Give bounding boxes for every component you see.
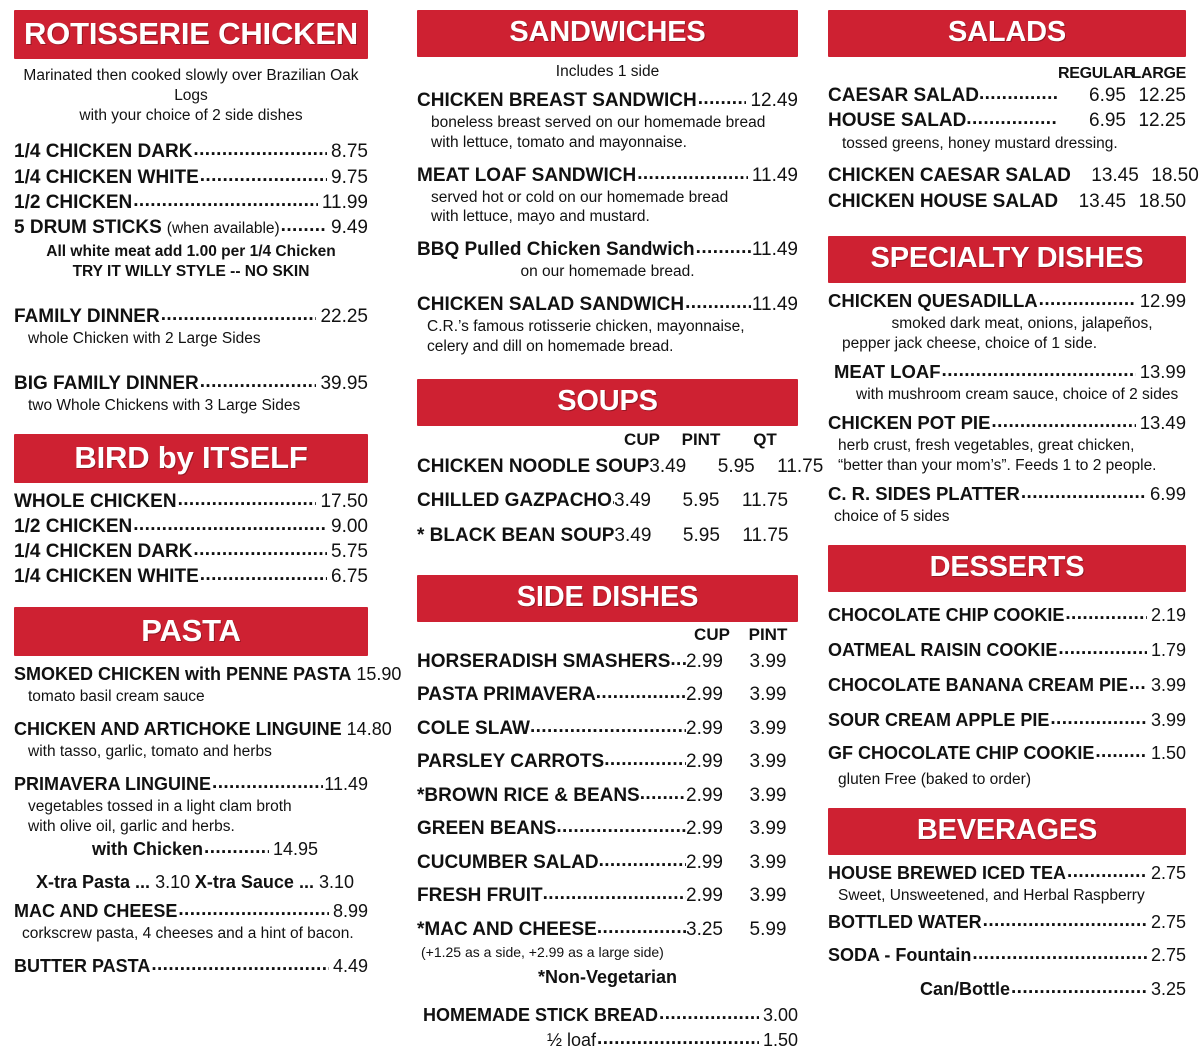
- section-header-salads: SALADS: [828, 10, 1186, 57]
- dot-leader: [685, 290, 751, 315]
- price-qt: 11.75: [742, 524, 789, 546]
- menu-item-row: [828, 973, 1186, 1006]
- dot-leader: [604, 743, 686, 776]
- menu-item-row: [14, 564, 368, 589]
- item-name: CHILLED GAZPACHO: [417, 490, 612, 512]
- item-price: 12.99: [1139, 290, 1186, 312]
- side-dishes-price-headers: [417, 626, 798, 645]
- section-bird-by-itself: [14, 434, 368, 589]
- item-description: with mushroom cream sauce, choice of 2 sides: [856, 386, 1179, 404]
- dot-leader: [161, 302, 317, 327]
- item-description: with lettuce, tomato and mayonnaise.: [431, 133, 687, 151]
- menu-item-row: [828, 633, 1186, 668]
- item-name: *MAC AND CHEESE: [417, 918, 597, 940]
- section-rotisserie-chicken: [14, 10, 368, 416]
- menu-item-row: [14, 304, 368, 329]
- dot-leader: [193, 137, 327, 162]
- price-cup: 2.99: [686, 751, 723, 773]
- menu-item-row: [14, 489, 368, 514]
- item-price: 11.49: [751, 239, 798, 261]
- item-name: ½ loaf: [547, 1030, 597, 1051]
- item-description: herb crust, fresh vegetables, great chicken,: [838, 436, 1135, 454]
- item-description: on our homemade bread.: [520, 263, 695, 281]
- column-header-pint: PINT: [681, 429, 721, 449]
- item-price: 14.95: [272, 838, 318, 859]
- menu-item-row: [828, 482, 1186, 507]
- menu-item-row: [14, 165, 368, 190]
- price-regular: 6.95: [1089, 84, 1126, 106]
- menu-column-left: [0, 0, 410, 976]
- item-description: with lettuce, mayo and mustard.: [431, 208, 650, 226]
- menu-item-row: [828, 906, 1186, 939]
- price-pint: 3.99: [749, 851, 787, 873]
- item-name: CHICKEN POT PIE: [828, 411, 991, 433]
- item-price: 2.75: [1150, 863, 1186, 884]
- menu-item-row: [14, 954, 368, 979]
- menu-item-row: [417, 88, 798, 113]
- table-row: [417, 645, 798, 678]
- item-name: CHOCOLATE CHIP COOKIE: [828, 604, 1065, 625]
- dot-leader: [212, 770, 323, 795]
- dot-leader: [640, 777, 686, 810]
- table-row: [828, 83, 1186, 108]
- item-price: 14.80: [346, 719, 392, 740]
- item-price: 3.25: [1150, 978, 1186, 999]
- menu-item-row: [828, 668, 1186, 703]
- item-description: “better than your mom’s”. Feeds 1 to 2 people.: [838, 456, 1157, 474]
- item-price: 15.90: [356, 664, 402, 685]
- item-name: 5 DRUM STICKS: [14, 216, 162, 238]
- section-header-bird-by-itself: BIRD by ITSELF: [14, 434, 368, 483]
- dot-leader: [597, 911, 686, 944]
- dot-leader: [178, 897, 329, 922]
- item-description: with olive oil, garlic and herbs.: [28, 817, 235, 835]
- price-pint: 3.99: [749, 651, 787, 673]
- price-cup: 2.99: [686, 851, 723, 873]
- price-pint: 5.95: [717, 455, 755, 477]
- item-name: SODA - Fountain: [828, 945, 972, 966]
- section-salads: [828, 10, 1199, 214]
- menu-item-row: [417, 237, 798, 262]
- rotisserie-intro: [14, 66, 368, 125]
- dot-leader: [1011, 971, 1147, 1004]
- white-meat-note: All white meat add 1.00 per 1/4 Chicken: [46, 242, 336, 260]
- item-price: 8.75: [331, 141, 368, 163]
- item-name: CUCUMBER SALAD: [417, 851, 599, 873]
- section-header-soups: SOUPS: [417, 379, 798, 426]
- price-large: 18.50: [1151, 165, 1199, 187]
- dot-leader: [1039, 287, 1136, 312]
- section-header-pasta: PASTA: [14, 607, 368, 656]
- price-pint: 3.99: [749, 717, 787, 739]
- price-cup: 3.25: [686, 918, 723, 940]
- extra-sauce: X-tra Sauce ... 3.10: [194, 871, 354, 892]
- menu-item-row: [14, 139, 368, 164]
- item-name: CHICKEN QUESADILLA: [828, 290, 1038, 312]
- menu-item-row: [828, 861, 1186, 886]
- price-large: 18.50: [1138, 190, 1187, 212]
- section-header-side-dishes: SIDE DISHES: [417, 575, 798, 622]
- section-header-desserts: DESSERTS: [828, 545, 1186, 592]
- pasta-with-chicken-row: [14, 837, 368, 862]
- section-soups: [417, 379, 824, 553]
- item-description: vegetables tossed in a light clam broth: [28, 798, 292, 816]
- section-side-dishes: [417, 575, 798, 1053]
- price-cup: 3.49: [614, 490, 651, 512]
- dot-leader: [193, 537, 327, 562]
- menu-column-right: [815, 0, 1200, 999]
- price-cup: 2.99: [686, 684, 723, 706]
- table-row: [417, 812, 798, 845]
- column-header-large: LARGE: [1131, 65, 1186, 82]
- price-cup: 2.99: [686, 818, 723, 840]
- table-row: [417, 745, 798, 778]
- item-description: smoked dark meat, onions, jalapeños,: [891, 315, 1153, 333]
- dot-leader: [1065, 596, 1147, 631]
- item-name: 1/4 CHICKEN DARK: [14, 141, 193, 163]
- price-cup: 2.99: [686, 651, 723, 673]
- column-header-regular: REGULAR: [1058, 65, 1136, 82]
- dot-leader: [151, 952, 329, 977]
- price-large: 12.25: [1138, 110, 1186, 132]
- pasta-extras-row: [14, 872, 368, 893]
- item-price: 11.49: [324, 774, 368, 795]
- soups-price-headers: [417, 431, 798, 450]
- item-name: C. R. SIDES PLATTER: [828, 482, 1020, 504]
- menu-item-row: [14, 539, 368, 564]
- item-price: 17.50: [320, 490, 368, 512]
- rotisserie-intro-line1: Marinated then cooked slowly over Brazilian Oak Logs: [23, 67, 359, 104]
- price-qt: 11.75: [741, 490, 789, 512]
- price-pint: 3.99: [749, 818, 787, 840]
- item-name: GREEN BEANS: [417, 818, 557, 840]
- dot-leader: [133, 512, 327, 537]
- item-description: gluten Free (baked to order): [838, 771, 1031, 789]
- table-row: [828, 189, 1186, 214]
- item-name: BIG FAMILY DINNER: [14, 372, 199, 394]
- price-large: 12.25: [1138, 84, 1186, 106]
- dot-leader: [204, 835, 269, 860]
- item-price: 3.99: [1150, 674, 1186, 695]
- item-name: 1/4 CHICKEN WHITE: [14, 566, 199, 588]
- price-cup: 3.49: [614, 524, 652, 546]
- section-header-sandwiches: SANDWICHES: [417, 10, 798, 57]
- dot-leader: [966, 106, 1058, 131]
- price-pint: 3.99: [749, 684, 787, 706]
- sandwiches-intro: Includes 1 side: [555, 63, 660, 80]
- menu-item-row: [14, 772, 368, 797]
- column-header-qt: QT: [753, 429, 777, 449]
- item-price: 2.19: [1150, 604, 1186, 625]
- item-price: 6.99: [1149, 482, 1186, 504]
- item-price: 2.75: [1150, 912, 1186, 933]
- item-name: CHICKEN SALAD SANDWICH: [417, 294, 685, 316]
- table-row: [417, 913, 798, 946]
- table-row: [417, 779, 798, 812]
- dot-leader: [991, 409, 1135, 434]
- dot-leader: [178, 487, 317, 512]
- item-price: 12.49: [750, 89, 798, 111]
- dot-leader: [599, 844, 686, 877]
- section-header-specialty-dishes: SPECIALTY DISHES: [828, 236, 1186, 283]
- price-cup: 2.99: [686, 885, 723, 907]
- item-name: SMOKED CHICKEN with PENNE PASTA: [14, 664, 352, 685]
- item-price: 13.49: [1139, 411, 1186, 433]
- item-price: 9.49: [331, 216, 368, 238]
- menu-column-middle: [410, 0, 824, 1051]
- menu-item-row: [14, 514, 368, 539]
- dot-leader: [698, 86, 747, 111]
- item-description: served hot or cold on our homemade bread: [431, 188, 729, 206]
- dot-leader: [979, 81, 1058, 106]
- item-name: 1/4 CHICKEN WHITE: [14, 166, 199, 188]
- item-price: 4.49: [332, 955, 368, 976]
- item-name: BUTTER PASTA: [14, 955, 151, 976]
- item-name: BOTTLED WATER: [828, 912, 982, 933]
- dot-leader: [670, 643, 686, 676]
- item-price: 39.95: [320, 372, 368, 394]
- menu-item-row: [828, 411, 1186, 436]
- item-name: 1/2 CHICKEN: [14, 191, 133, 213]
- menu-item-row: [417, 1003, 798, 1028]
- item-name: CHICKEN CAESAR SALAD: [828, 165, 1071, 187]
- mac-and-cheese-note: (+1.25 as a side, +2.99 as a large side): [421, 943, 664, 960]
- table-row: [417, 712, 798, 745]
- item-name: HOUSE BREWED ICED TEA: [828, 863, 1067, 884]
- price-pint: 5.99: [749, 918, 787, 940]
- salads-price-table: [828, 65, 1199, 214]
- table-row: [417, 846, 798, 879]
- item-name: GF CHOCOLATE CHIP COOKIE: [828, 743, 1095, 764]
- item-name: FAMILY DINNER: [14, 306, 160, 328]
- price-cup: 2.99: [686, 784, 723, 806]
- item-name: PRIMAVERA LINGUINE: [14, 774, 212, 795]
- item-description: Sweet, Unsweetened, and Herbal Raspberry: [838, 887, 1145, 905]
- item-price: 5.75: [331, 541, 368, 563]
- dot-leader: [200, 163, 327, 188]
- item-price: 6.75: [331, 566, 368, 588]
- dot-leader: [983, 904, 1147, 937]
- item-price: 11.49: [751, 294, 798, 316]
- menu-item-row: [14, 717, 392, 742]
- item-price: 9.00: [331, 515, 368, 537]
- price-cup: 2.99: [686, 717, 723, 739]
- price-pint: 3.99: [749, 784, 787, 806]
- extra-pasta: X-tra Pasta ... 3.10: [36, 871, 191, 892]
- dot-leader: [1021, 480, 1146, 505]
- dot-leader: [612, 482, 614, 517]
- item-availability-note: (when available): [166, 219, 280, 237]
- table-row: [417, 519, 798, 554]
- item-name: CAESAR SALAD: [828, 84, 979, 106]
- price-pint: 3.99: [749, 751, 787, 773]
- item-name: OATMEAL RAISIN COOKIE: [828, 639, 1058, 660]
- menu-item-row: [828, 939, 1186, 972]
- section-sandwiches: [417, 10, 798, 357]
- item-price: 3.00: [762, 1005, 798, 1026]
- item-price: 11.99: [321, 191, 368, 213]
- item-name: HOUSE SALAD: [828, 110, 967, 132]
- item-name: 1/4 CHICKEN DARK: [14, 541, 193, 563]
- menu-item-row: [828, 289, 1186, 314]
- item-description: two Whole Chickens with 3 Large Sides: [28, 397, 301, 415]
- menu-item-row: [14, 899, 368, 924]
- item-name: FRESH FRUIT: [417, 885, 543, 907]
- dot-leader: [200, 562, 327, 587]
- column-header-pint: PINT: [748, 625, 788, 645]
- item-price: 13.99: [1139, 360, 1186, 382]
- menu-item-row: [417, 163, 798, 188]
- menu-item-row: [828, 738, 1186, 770]
- table-row: [828, 108, 1186, 133]
- item-name: MEAT LOAF: [834, 360, 941, 382]
- item-name: CHICKEN AND ARTICHOKE LINGUINE: [14, 719, 342, 740]
- item-name: *BROWN RICE & BEANS: [417, 784, 640, 806]
- menu-item-row: [417, 292, 798, 317]
- dot-leader: [942, 358, 1136, 383]
- item-name: COLE SLAW: [417, 717, 530, 739]
- menu-item-row: [14, 662, 402, 687]
- item-description: whole Chicken with 2 Large Sides: [28, 330, 261, 348]
- item-name: HOMEMADE STICK BREAD: [423, 1005, 659, 1026]
- price-cup: 3.49: [649, 455, 687, 477]
- item-description: celery and dill on homemade bread.: [427, 338, 674, 356]
- price-regular: 13.45: [1091, 165, 1139, 187]
- dot-leader: [1050, 701, 1147, 736]
- menu-item-row: [14, 190, 368, 215]
- menu-item-row: [14, 371, 368, 396]
- item-name: CHICKEN BREAST SANDWICH: [417, 89, 697, 111]
- item-name: PASTA PRIMAVERA: [417, 684, 596, 706]
- item-price: 1.79: [1150, 639, 1186, 660]
- menu-item-row: [14, 215, 368, 240]
- item-description: choice of 5 sides: [834, 507, 950, 525]
- item-name: with Chicken: [92, 838, 204, 859]
- item-price: 3.99: [1150, 709, 1186, 730]
- dot-leader: [133, 188, 318, 213]
- dot-leader: [543, 877, 686, 910]
- item-description: tossed greens, honey mustard dressing.: [842, 134, 1118, 152]
- price-regular: 6.95: [1089, 110, 1126, 132]
- item-name: * BLACK BEAN SOUP: [417, 524, 615, 546]
- dot-leader: [1095, 736, 1147, 768]
- dot-leader: [556, 810, 686, 843]
- item-name: CHICKEN HOUSE SALAD: [828, 190, 1059, 212]
- section-desserts: [828, 545, 1186, 791]
- dot-leader: [281, 213, 327, 238]
- item-name: BBQ Pulled Chicken Sandwich: [417, 239, 695, 261]
- item-name: MEAT LOAF SANDWICH: [417, 164, 637, 186]
- item-name: CHICKEN NOODLE SOUP: [417, 455, 650, 477]
- item-name: SOUR CREAM APPLE PIE: [828, 709, 1050, 730]
- item-price: 2.75: [1150, 945, 1186, 966]
- menu-item-row: [828, 598, 1186, 633]
- section-beverages: [828, 808, 1186, 1006]
- side-dishes-price-table: [417, 626, 798, 946]
- item-price: 1.50: [1150, 743, 1186, 764]
- item-name: PARSLEY CARROTS: [417, 751, 605, 773]
- dot-leader: [659, 1001, 759, 1026]
- item-description: C.R.’s famous rotisserie chicken, mayonnaise,: [427, 318, 745, 336]
- dot-leader: [597, 1026, 759, 1051]
- table-row: [828, 163, 1199, 188]
- item-description: corkscrew pasta, 4 cheeses and a hint of bacon.: [22, 924, 354, 942]
- item-description: boneless breast served on our homemade bread: [431, 113, 766, 131]
- dot-leader: [696, 235, 751, 260]
- column-header-cup: CUP: [694, 625, 730, 645]
- table-row: [417, 484, 798, 519]
- item-price: 8.99: [332, 900, 368, 921]
- item-description: with tasso, garlic, tomato and herbs: [28, 743, 272, 761]
- item-name: MAC AND CHEESE: [14, 900, 178, 921]
- willy-style-note: TRY IT WILLY STYLE -- NO SKIN: [72, 262, 310, 280]
- soups-price-table: [417, 429, 824, 553]
- table-row: [417, 678, 798, 711]
- item-price: 22.25: [320, 306, 368, 328]
- item-price: 9.75: [331, 166, 368, 188]
- price-pint: 5.95: [682, 490, 720, 512]
- item-name: WHOLE CHICKEN: [14, 490, 177, 512]
- section-specialty-dishes: [828, 236, 1186, 526]
- item-name: Can/Bottle: [920, 978, 1010, 999]
- item-name: 1/2 CHICKEN: [14, 515, 133, 537]
- dot-leader: [530, 710, 686, 743]
- price-regular: 13.45: [1078, 190, 1127, 212]
- section-header-rotisserie-chicken: ROTISSERIE CHICKEN: [14, 10, 368, 59]
- price-pint: 5.95: [682, 524, 720, 546]
- dot-leader: [1067, 859, 1147, 884]
- menu-item-row: [828, 360, 1186, 385]
- menu-item-row: [417, 1028, 798, 1053]
- rotisserie-intro-line2: with your choice of 2 side dishes: [79, 106, 303, 124]
- menu-item-row: [828, 703, 1186, 738]
- dot-leader: [972, 937, 1147, 970]
- dot-leader: [596, 676, 686, 709]
- item-price: 11.49: [751, 164, 798, 186]
- item-price: 1.50: [762, 1030, 798, 1051]
- table-row: [417, 879, 798, 912]
- non-vegetarian-footnote: *Non-Vegetarian: [537, 966, 678, 987]
- price-pint: 3.99: [749, 885, 787, 907]
- column-header-cup: CUP: [624, 429, 660, 449]
- price-qt: 11.75: [777, 455, 824, 477]
- section-header-beverages: BEVERAGES: [828, 808, 1186, 855]
- item-name: CHOCOLATE BANANA CREAM PIE: [828, 674, 1128, 695]
- dot-leader: [1129, 666, 1147, 701]
- item-name: HORSERADISH SMASHERS: [417, 651, 671, 673]
- dot-leader: [1058, 631, 1147, 666]
- item-description: tomato basil cream sauce: [28, 688, 205, 706]
- item-description: pepper jack cheese, choice of 1 side.: [842, 335, 1098, 353]
- dot-leader: [200, 369, 317, 394]
- section-pasta: [14, 607, 402, 979]
- table-row: [417, 450, 824, 485]
- dot-leader: [637, 161, 748, 186]
